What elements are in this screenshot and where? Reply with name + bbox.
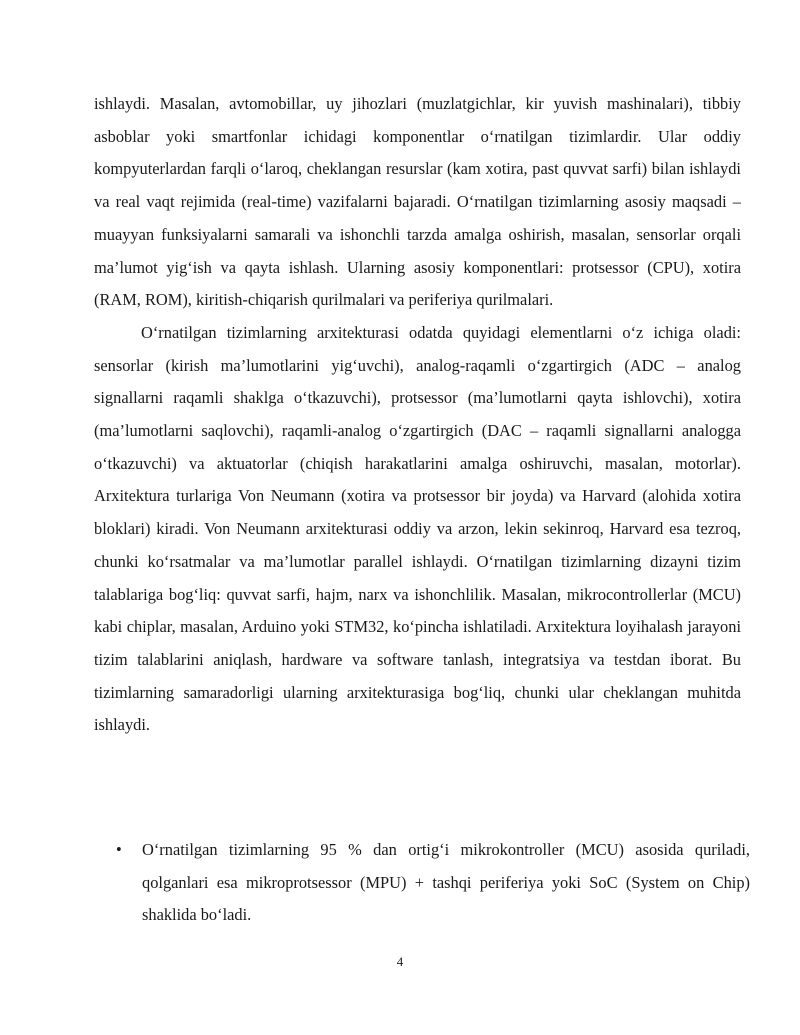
paragraph-continuation: ishlaydi. Masalan, avtomobillar, uy jihozlari (muzlatgichlar, kir yuvish mashinalari), tibbiy asboblar yoki smartfonlar ichidagi komponentlar o‘rnatilgan tizimlardir. Ular oddiy kompyuterlardan farqli o‘laroq, cheklangan resurslar (kam xotira, past quvvat sarfi) bilan ishlaydi va real vaqt rejimida (real-time) vazifalarni bajaradi. O‘rnatilgan tizimlarning asosiy maqsadi – muayyan funksiyalarni samarali va ishonchli tarzda amalga oshirish, masalan, sensorlar orqali ma’lumot yig‘ish va qayta ishlash. Ularning asosiy komponentlari: protsessor (CPU), xotira (RAM, ROM), kiritish-chiqarish qurilmalari va periferiya qurilmalari. <box>94 94 741 310</box>
bullet-icon: • <box>116 840 122 859</box>
list-item-text: O‘rnatilgan tizimlarning 95 % dan ortig‘i mikrokontroller (MCU) asosida quriladi, qolganlari esa mikroprotsessor (MPU) + tashqi periferiya yoki SoC (System on Chip) shaklida bo‘ladi. <box>142 840 750 925</box>
page-number: 4 <box>396 954 404 969</box>
list-item <box>94 834 750 932</box>
body-text <box>94 88 741 742</box>
paragraph-architecture: O‘rnatilgan tizimlarning arxitekturasi odatda quyidagi elementlarni o‘z ichiga oladi: sensorlar (kirish ma’lumotlarini yig‘uvchi), analog-raqamli o‘zgartirgich (ADC – analog signallarni raqamli shaklga o‘tkazuvchi), protsessor (ma’lumotlarni qayta ishlovchi), xotira (ma’lumotlarni saqlovchi), raqamli-analog o‘zgartirgich (DAC – raqamli signallarni analogga o‘tkazuvchi) va aktuatorlar (chiqish harakatlarini amalga oshiruvchi, masalan, motorlar). Arxitektura turlariga Von Neumann (xotira va protsessor bir joyda) va Harvard (alohida xotira bloklari) kiradi. Von Neumann arxitekturasi oddiy va arzon, lekin sekinroq, Harvard esa tezroq, chunki ko‘rsatmalar va ma’lumotlar parallel ishlaydi. O‘rnatilgan tizimlarning dizayni tizim talablariga bog‘liq: quvvat sarfi, hajm, narx va ishonchlilik. Masalan, mikrocontrollerlar (MCU) kabi chiplar, masalan, Arduino yoki STM32, ko‘pincha ishlatiladi. Arxitektura loyihalash jarayoni tizim talablarini aniqlash, hardware va software tanlash, integratsiya va testdan iborat. Bu tizimlarning samaradorligi ularning arxitekturasiga bog‘liq, chunki ular cheklangan muhitda ishlaydi. <box>94 322 741 735</box>
bullet-list <box>94 834 750 932</box>
